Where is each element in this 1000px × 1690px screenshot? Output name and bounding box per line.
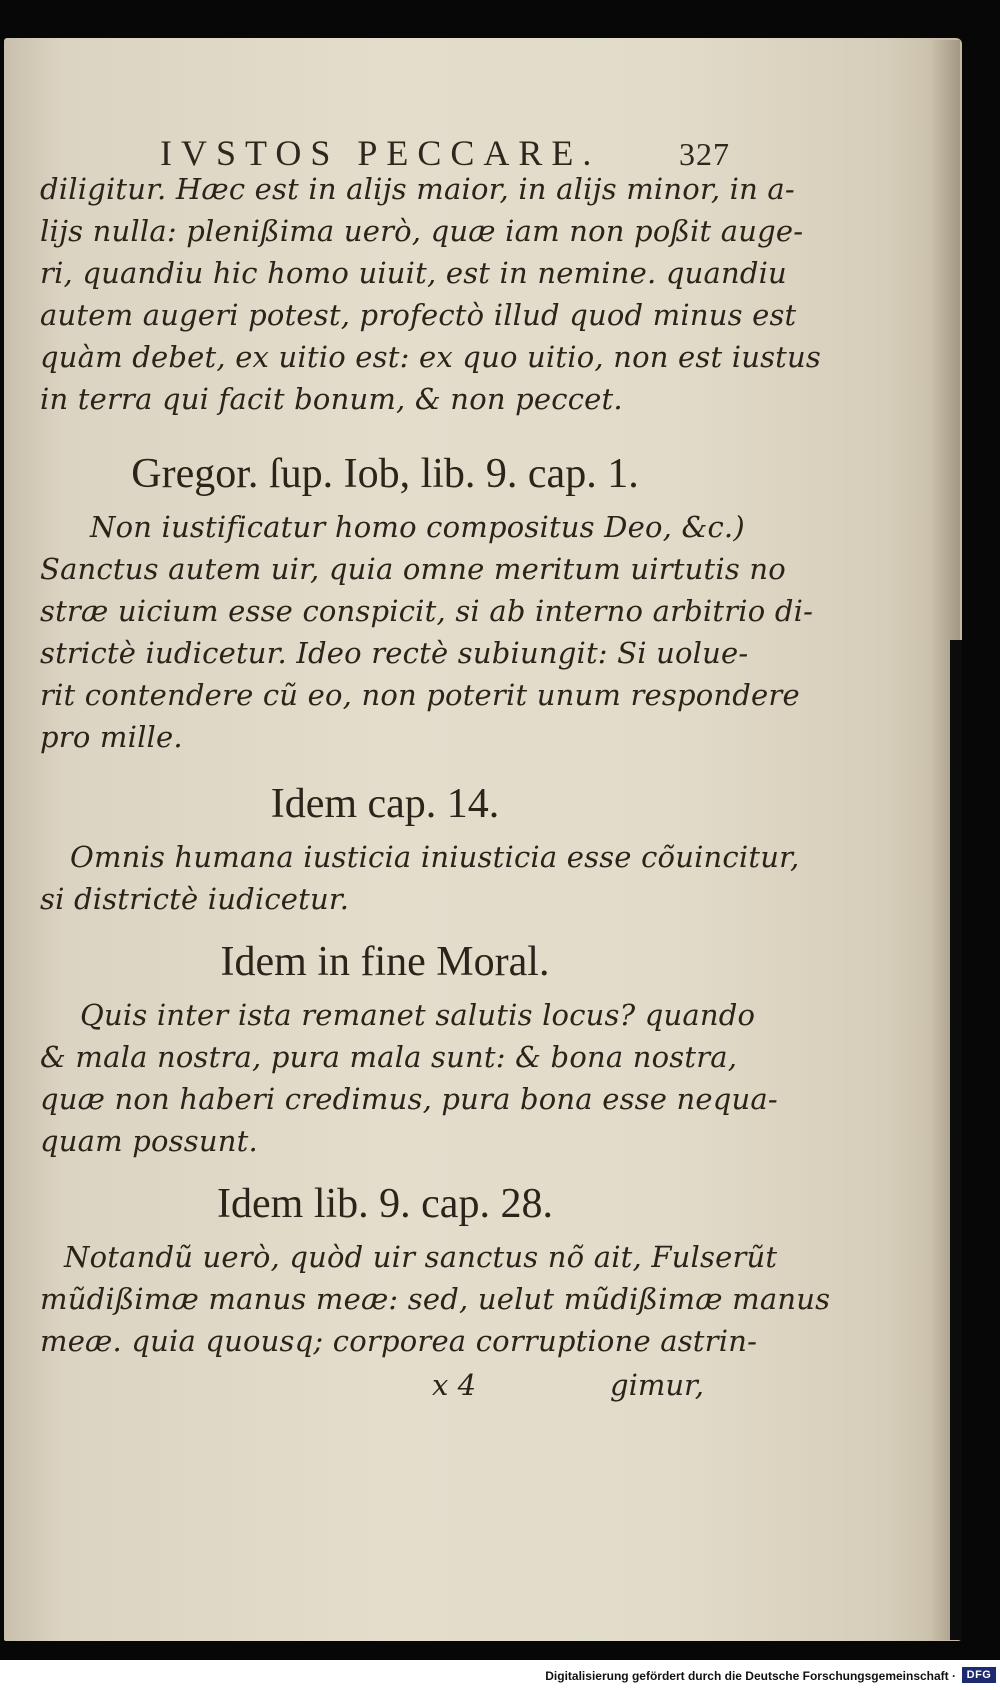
text-line: pro mille. <box>40 720 183 754</box>
digitization-notice: Digitalisierung gefördert durch die Deutsche Forschungsgemeinschaft · <box>545 1669 956 1683</box>
catchword: gimur, <box>610 1368 704 1402</box>
text-line: quæ non haberi credimus, pura bona esse nequa- <box>40 1082 778 1116</box>
running-head-title: IVSTOS PECCARE. <box>160 133 601 173</box>
dfg-logo-icon: DFG <box>962 1667 996 1683</box>
text-line: diligitur. Hæc est in alijs maior, in alijs minor, in a- <box>40 172 795 206</box>
text-line: mũdißimæ manus meæ: sed, uelut mũdißimæ manus <box>40 1282 831 1316</box>
text-line: lijs nulla: plenißima uerò, quæ iam non poßit auge- <box>40 214 804 248</box>
text-line: & mala nostra, pura mala sunt: & bona nostra, <box>40 1040 738 1074</box>
text-line: quàm debet, ex uitio est: ex quo uitio, non est iustus <box>40 340 821 374</box>
text-line: si districtè iudicetur. <box>40 882 350 916</box>
text-line: in terra qui facit bonum, & non peccet. <box>40 382 623 416</box>
text-line: rit contendere cũ eo, non poterit unum respondere <box>40 678 800 712</box>
text-line: Notandũ uerò, quòd uir sanctus nõ ait, Fulserũt <box>64 1240 778 1274</box>
text-line: Quis inter ista remanet salutis locus? quando <box>80 998 756 1032</box>
text-line: strictè iudicetur. Ideo rectè subiungit: Si uolue- <box>40 636 749 670</box>
text-line: Omnis humana iusticia iniusticia esse cõuincitur, <box>70 840 800 874</box>
section-heading: Idem lib. 9. cap. 28. <box>217 1181 553 1227</box>
text-line: stræ uicium esse conspicit, si ab interno arbitrio di- <box>40 594 814 628</box>
text-line: ri, quandiu hic homo uiuit, est in nemine. quandiu <box>40 256 787 290</box>
page-number: 327 <box>679 136 730 172</box>
text-line: meæ. quia quousq; corporea corruptione astrin- <box>40 1324 758 1358</box>
text-line: Sanctus autem uir, quia omne meritum uirtutis no <box>40 552 786 586</box>
text-line: autem augeri potest, profectò illud quod minus est <box>40 298 797 332</box>
book-spine <box>950 640 962 1640</box>
running-head <box>160 132 730 174</box>
signature-mark: x 4 <box>432 1368 477 1402</box>
section-heading: Idem cap. 14. <box>270 781 500 827</box>
section-heading: Idem in fine Moral. <box>220 939 550 985</box>
section-heading: Gregor. ſup. Iob, lib. 9. cap. 1. <box>131 451 639 497</box>
text-line: quam possunt. <box>40 1124 258 1158</box>
text-line: Non iustificatur homo compositus Deo, &c.) <box>90 510 745 544</box>
